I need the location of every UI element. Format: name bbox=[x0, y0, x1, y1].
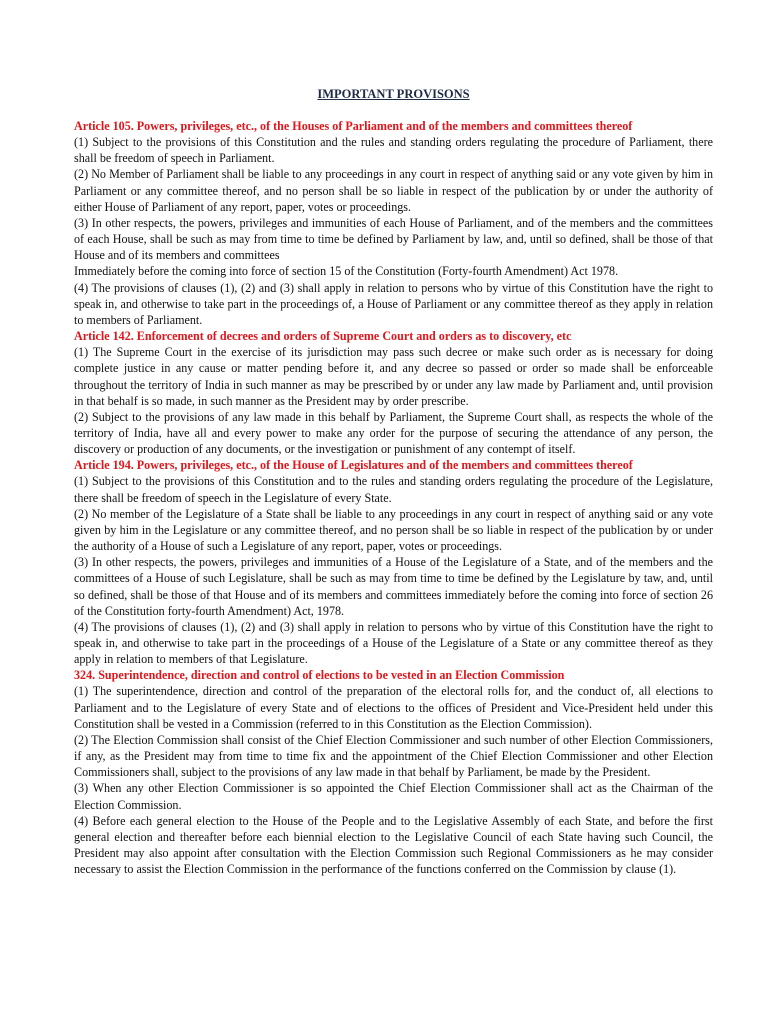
section-article-105 bbox=[74, 118, 713, 328]
document-page bbox=[74, 86, 713, 877]
paragraph: Immediately before the coming into force of section 15 of the Constitution (Forty-fourth Amendment) Act 1978. bbox=[74, 264, 619, 279]
article-heading: Article 142. Enforcement of decrees and orders of Supreme Court and orders as to discovery, etc bbox=[74, 329, 572, 344]
paragraph: (3) When any other Election Commissioner is so appointed the Chief Election Commissioner shall act as the Chairman of the Election Commission. bbox=[74, 781, 713, 812]
paragraph: (3) In other respects, the powers, privileges and immunities of a House of the Legislature of a State, and of the members and the committees of a House of such Legislature, shall be such as may from time to time be defined by the Legislature by taw, and, until so defined, shall be those of that House and of its members and committees immediately before the coming into force of section 26 of the Constitution forty-fourth Amendment) Act, 1978. bbox=[74, 555, 713, 618]
paragraph: (3) In other respects, the powers, privileges and immunities of each House of Parliament, and of the members and the committees of each House, shall be such as may from time to time be defined by Parliament by law, and, until so defined, shall be those of that House and of its members and committees bbox=[74, 215, 713, 263]
article-heading: 324. Superintendence, direction and control of elections to be vested in an Election Commission bbox=[74, 668, 565, 683]
paragraph: (1) The superintendence, direction and control of the preparation of the electoral rolls for, and the conduct of, all elections to Parliament and to the Legislature of every State and of elections to the offices of President and Vice-President held under this Constitution shall be vested in a Commission (referred to in this Constitution as the Election Commission). bbox=[74, 684, 713, 731]
paragraph: (4) The provisions of clauses (1), (2) and (3) shall apply in relation to persons who by virtue of this Constitution have the right to speak in, and otherwise to take part in the proceedings of a House of the Legislature of a State or any committee thereof as they apply in relation to members of that Legislature. bbox=[74, 619, 713, 667]
section-article-324 bbox=[74, 667, 713, 877]
paragraph: (2) No Member of Parliament shall be liable to any proceedings in any court in respect of anything said or any vote given by him in Parliament or any committee thereof, and no person shall be so liable in respect of the publication by or under the authority of either House of Parliament of any report, paper, votes or proceedings. bbox=[74, 167, 713, 214]
document-title: IMPORTANT PROVISONS bbox=[317, 87, 470, 101]
paragraph: (1) Subject to the provisions of this Constitution and the rules and standing orders regulating the procedure of Parliament, there shall be freedom of speech in Parliament. bbox=[74, 135, 713, 166]
paragraph: (2) No member of the Legislature of a State shall be liable to any proceedings in any court in respect of anything said or any vote given by him in the Legislature or any committee thereof, and no person shall be so liable in respect of the publication by or under the authority of a House of such a Legislature of any report, paper, votes or proceedings. bbox=[74, 506, 713, 554]
article-heading: Article 105. Powers, privileges, etc., of the Houses of Parliament and of the members and committees thereof bbox=[74, 119, 633, 133]
paragraph: (2) Subject to the provisions of any law made in this behalf by Parliament, the Supreme Court shall, as respects the whole of the territory of India, have all and every power to make any order for the purpose of securing the attendance of any person, the discovery or production of any documents, or the investigation or punishment of any contempt of itself. bbox=[74, 409, 713, 457]
paragraph: (1) Subject to the provisions of this Constitution and to the rules and standing orders regulating the procedure of the Legislature, there shall be freedom of speech in the Legislature of every State. bbox=[74, 474, 713, 505]
paragraph: (1) The Supreme Court in the exercise of its jurisdiction may pass such decree or make such order as is necessary for doing complete justice in any cause or matter pending before it, and any decree so passed or order so made shall be enforceable throughout the territory of India in such manner as may be prescribed by or under any law made by Parliament and, until provision in that behalf is so made, in such manner as the President may by order prescribe. bbox=[74, 345, 713, 408]
section-article-142 bbox=[74, 328, 713, 457]
paragraph: (4) Before each general election to the House of the People and to the Legislative Assembly of each State, and before the first general election and thereafter before each biennial election to the Legislative Council of each State having such Council, the President may also appoint after consultation with the Election Commission such Regional Commissioners as he may consider necessary to assist the Election Commission in the performance of the functions conferred on the Commission by clause (1). bbox=[74, 813, 713, 877]
article-heading: Article 194. Powers, privileges, etc., of the House of Legislatures and of the members and committees thereof bbox=[74, 458, 633, 473]
section-article-194 bbox=[74, 457, 713, 667]
paragraph: (4) The provisions of clauses (1), (2) and (3) shall apply in relation to persons who by virtue of this Constitution have the right to speak in, and otherwise to take part in the proceedings of, a House of Parliament or any committee thereof as they apply in relation to members of Parliament. bbox=[74, 280, 713, 327]
paragraph: (2) The Election Commission shall consist of the Chief Election Commissioner and such number of other Election Commissioners, if any, as the President may from time to time fix and the appointment of the Chief Election Commissioner and other Election Commissioners shall, subject to the provisions of any law made in that behalf by Parliament, be made by the President. bbox=[74, 732, 713, 780]
